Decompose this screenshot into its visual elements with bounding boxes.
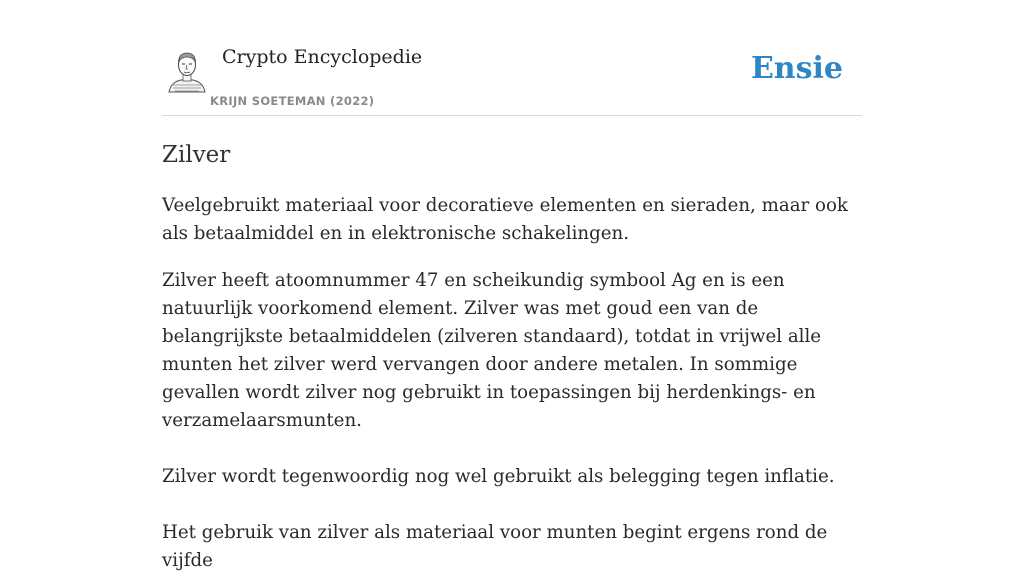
author-portrait-icon[interactable] bbox=[165, 48, 209, 92]
article-paragraph: Zilver wordt tegenwoordig nog wel gebruikt als belegging tegen inflatie. bbox=[162, 466, 835, 487]
article bbox=[162, 140, 862, 575]
author-byline[interactable]: KRIJN SOETEMAN (2022) bbox=[210, 94, 375, 108]
ensie-logo[interactable]: Ensie bbox=[750, 51, 843, 86]
book-header bbox=[162, 40, 862, 116]
page-title: Zilver bbox=[162, 142, 231, 168]
article-paragraph: Zilver heeft atoomnummer 47 en scheikundig symbool Ag en is een natuurlijk voorkomend element. Zilver was met goud een van de belangrijkste betaalmiddelen (zilveren standaard), totdat in vrijwel alle munten het zilver werd vervangen door andere metalen. In sommige gevallen wordt zilver nog gebruikt in toepassingen bij herdenkings- en verzamelaarsmunten. bbox=[162, 270, 822, 431]
book-title[interactable]: Crypto Encyclopedie bbox=[222, 46, 423, 68]
article-lead: Veelgebruikt materiaal voor decoratieve elementen en sieraden, maar ook als betaalmiddel en in elektronische schakelingen. bbox=[162, 195, 848, 244]
article-paragraph: Het gebruik van zilver als materiaal voor munten begint ergens rond de vijfde bbox=[162, 522, 828, 571]
